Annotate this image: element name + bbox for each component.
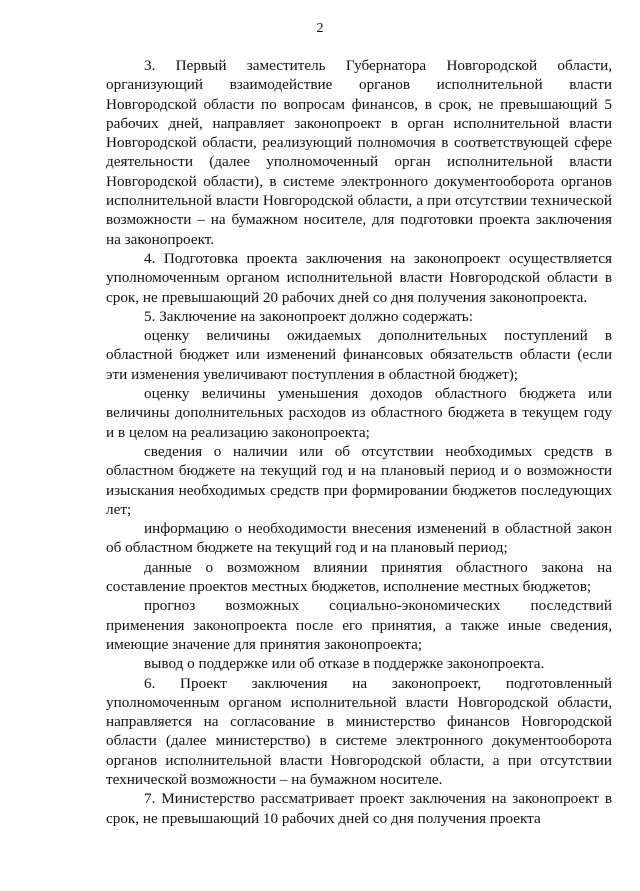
list-item-funds-availability: сведения о наличии или об отсутствии необходимых средств в областном бюджете на текущий год и на плановый период и о возможности изыскания необходимых средств при формировании бюджетов последующих лет; [106, 442, 612, 518]
document-body [106, 56, 612, 828]
paragraph-4: 4. Подготовка проекта заключения на законопроект осуществляется уполномоченным органом исполнительной власти Новгородской области в срок, не превышающий 20 рабочих дней со дня получения законопроекта. [106, 249, 612, 306]
list-item-revenue-estimate: оценку величины ожидаемых дополнительных поступлений в областной бюджет или изменений финансовых обязательств области (если эти изменения увеличивают поступления в областной бюджет); [106, 327, 612, 383]
paragraph-6: 6. Проект заключения на законопроект, подготовленный уполномоченным органом исполнительной власти Новгородской области, направляется на согласование в министерство финансов Новгородской области (далее министерство) в системе электронного документооборота органов исполнительной власти Новгородской области, а при отсутствии технической возможности – на бумажном носителе. [106, 674, 612, 788]
page-number: 2 [316, 21, 324, 36]
list-item-conclusion: вывод о поддержке или об отказе в поддержке законопроекта. [144, 655, 545, 673]
paragraph-7: 7. Министерство рассматривает проект заключения на законопроект в срок, не превышающий 10 рабочих дней со дня получения проекта [106, 790, 612, 827]
paragraph-5: 5. Заключение на законопроект должно содержать: [144, 307, 473, 325]
list-item-budget-law-changes: информацию о необходимости внесения изменений в областной закон об областном бюджете на текущий год и на плановый период; [106, 520, 612, 557]
list-item-local-budgets-impact: данные о возможном влиянии принятия областного закона на составление проектов местных бюджетов, исполнение местных бюджетов; [106, 558, 612, 596]
list-item-consequences-forecast: прогноз возможных социально-экономических последствий применения законопроекта после его принятия, а также иные сведения, имеющие значение для принятия законопроекта; [106, 597, 612, 653]
list-item-expense-estimate: оценку величины уменьшения доходов областного бюджета или величины дополнительных расходов из областного бюджета в текущем году и в целом на реализацию законопроекта; [106, 385, 612, 441]
paragraph-3: 3. Первый заместитель Губернатора Новгородской области, организующий взаимодействие органов исполнительной власти Новгородской области по вопросам финансов, в срок, не превышающий 5 рабочих дней, направляет законопроект в орган исполнительной власти Новгородской области, реализующий полномочия в соответствующей сфере деятельности (далее уполномоченный орган исполнительной власти Новгородской области), в системе электронного документооборота органов исполнительной власти Новгородской области, а при отсутствии технической возможности – на бумажном носителе, для подготовки проекта заключения на законопроект. [106, 57, 612, 248]
